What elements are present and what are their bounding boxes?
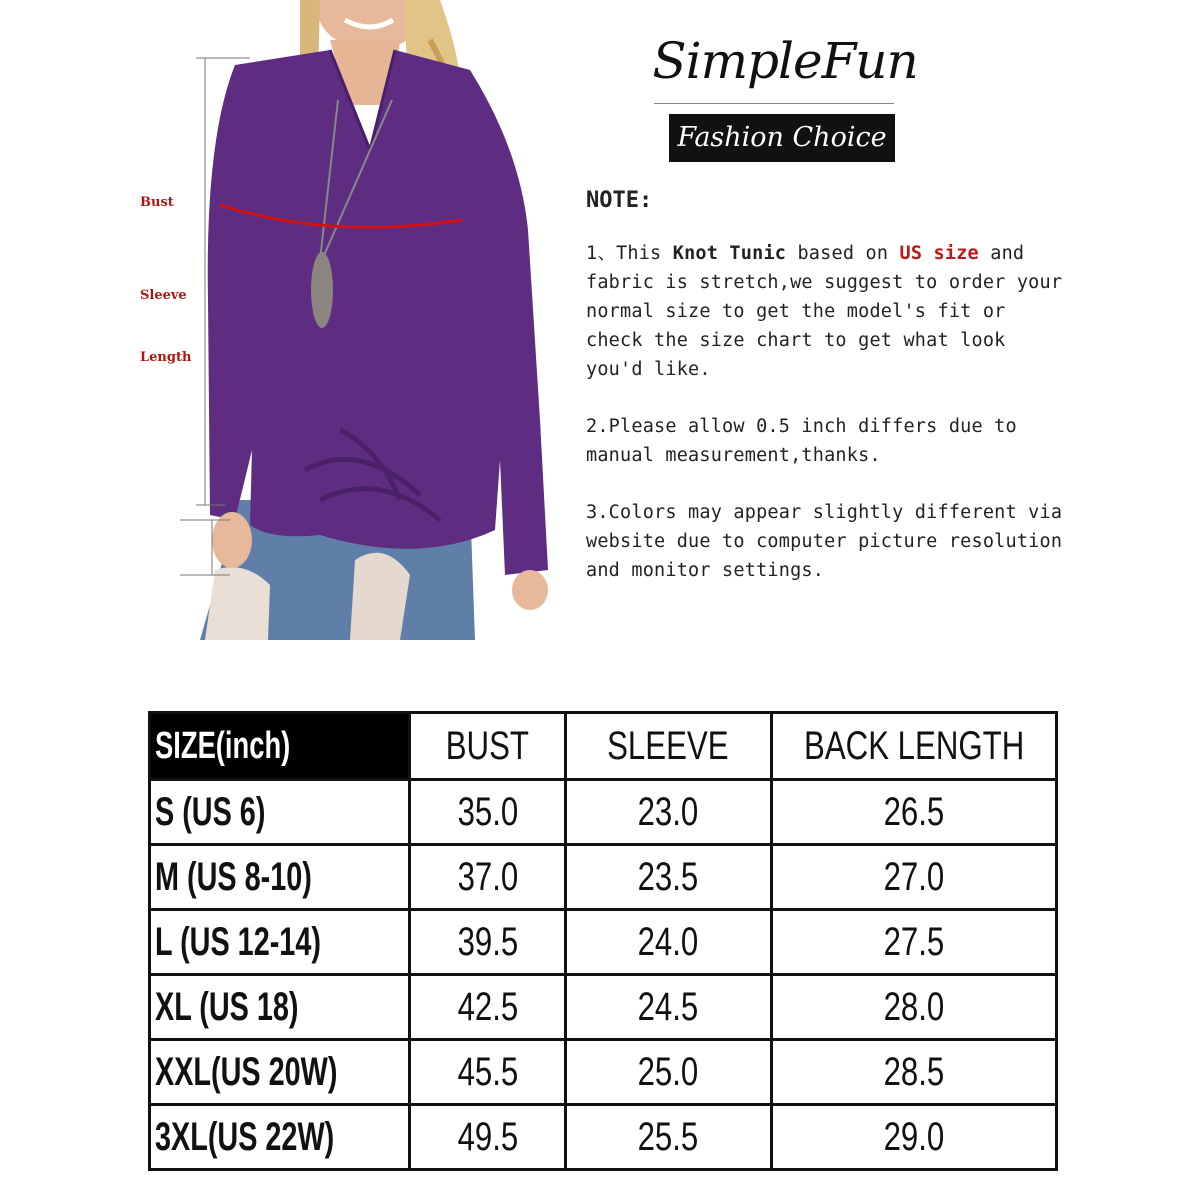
brand-divider bbox=[654, 103, 894, 104]
table-row bbox=[150, 780, 1057, 845]
sleeve-cell: 23.5 bbox=[565, 845, 771, 910]
size-cell: S (US 6) bbox=[150, 780, 410, 845]
note-item-1-mid: based on bbox=[786, 243, 900, 264]
sleeve-label: Sleeve bbox=[140, 288, 187, 303]
bust-cell: 49.5 bbox=[410, 1105, 565, 1170]
header-sleeve: SLEEVE bbox=[565, 713, 771, 780]
bust-cell: 39.5 bbox=[410, 910, 565, 975]
back-length-cell: 26.5 bbox=[771, 780, 1056, 845]
back-length-cell: 27.5 bbox=[771, 910, 1056, 975]
table-row bbox=[150, 1105, 1057, 1170]
sleeve-cell: 25.5 bbox=[565, 1105, 771, 1170]
note-item-1 bbox=[586, 239, 1066, 384]
sleeve-cell: 24.5 bbox=[565, 975, 771, 1040]
back-length-cell: 29.0 bbox=[771, 1105, 1056, 1170]
brand-name: SimpleFun bbox=[652, 32, 918, 90]
size-cell: XXL(US 20W) bbox=[150, 1040, 410, 1105]
header-back-length: BACK LENGTH bbox=[771, 713, 1056, 780]
bust-cell: 42.5 bbox=[410, 975, 565, 1040]
back-length-cell: 28.0 bbox=[771, 975, 1056, 1040]
note-title: NOTE: bbox=[586, 188, 653, 213]
note-item-2: 2.Please allow 0.5 inch differs due to manual measurement,thanks. bbox=[586, 416, 1017, 466]
header-bust: BUST bbox=[410, 713, 565, 780]
sleeve-cell: 23.0 bbox=[565, 780, 771, 845]
header-size: SIZE(inch) bbox=[150, 713, 410, 780]
size-cell: L (US 12-14) bbox=[150, 910, 410, 975]
bust-cell: 35.0 bbox=[410, 780, 565, 845]
table-row bbox=[150, 910, 1057, 975]
size-chart-table bbox=[148, 711, 1058, 1171]
note-item-1-prefix: 1、This bbox=[586, 243, 673, 264]
size-cell: XL (US 18) bbox=[150, 975, 410, 1040]
table-header-row bbox=[150, 713, 1057, 780]
length-label: Length bbox=[140, 350, 192, 365]
size-cell: 3XL(US 22W) bbox=[150, 1105, 410, 1170]
brand-tagline: Fashion Choice bbox=[669, 114, 895, 162]
back-length-cell: 28.5 bbox=[771, 1040, 1056, 1105]
model-photo bbox=[0, 0, 575, 640]
back-length-cell: 27.0 bbox=[771, 845, 1056, 910]
note-item-1-us-size: US size bbox=[899, 243, 979, 264]
note-item-1-product: Knot Tunic bbox=[672, 243, 787, 264]
table-row bbox=[150, 1040, 1057, 1105]
note-section bbox=[586, 188, 1066, 613]
sleeve-cell: 24.0 bbox=[565, 910, 771, 975]
bust-cell: 45.5 bbox=[410, 1040, 565, 1105]
note-item-3: 3.Colors may appear slightly different via website due to computer picture resolution and monitor settings. bbox=[586, 502, 1063, 581]
model-illustration bbox=[0, 0, 575, 640]
sleeve-cell: 25.0 bbox=[565, 1040, 771, 1105]
note-item-1-suffix: and fabric is stretch,we suggest to order your normal size to get the model's fit or check the size chart to get what look you'd like. bbox=[586, 243, 1063, 380]
size-cell: M (US 8-10) bbox=[150, 845, 410, 910]
bust-label: Bust bbox=[140, 195, 174, 210]
bust-cell: 37.0 bbox=[410, 845, 565, 910]
table-row bbox=[150, 975, 1057, 1040]
table-row bbox=[150, 845, 1057, 910]
